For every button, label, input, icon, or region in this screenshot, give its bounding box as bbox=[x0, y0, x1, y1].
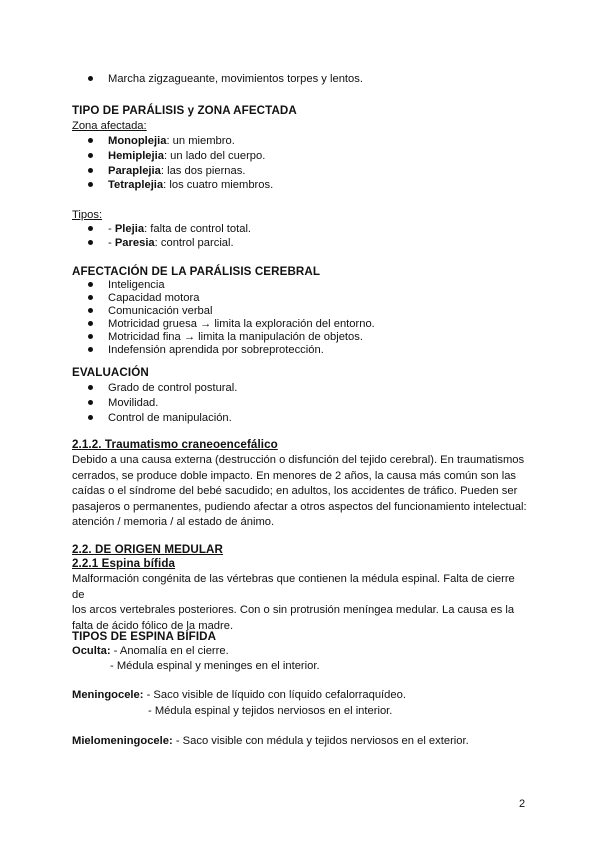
meningocele-line bbox=[72, 688, 406, 702]
bullet-icon bbox=[88, 321, 93, 326]
espina-paragraph bbox=[72, 572, 528, 634]
bullet-icon bbox=[88, 182, 93, 187]
list-item-text: Movilidad. bbox=[108, 397, 159, 409]
bullet-icon bbox=[88, 400, 93, 405]
tipos-label: Tipos: bbox=[72, 209, 103, 221]
prefix: - bbox=[108, 237, 115, 249]
section-heading-evaluacion: EVALUACIÓN bbox=[72, 366, 149, 379]
list-item-text: Motricidad gruesa → limita la exploración del entorno. bbox=[108, 318, 375, 330]
oculta-line bbox=[72, 644, 229, 658]
subheading-espina-bifida: 2.2.1 Espina bífida bbox=[72, 557, 176, 570]
desc: : control parcial. bbox=[154, 237, 234, 249]
paragraph-line: atención / memoria / al estado de ánimo. bbox=[72, 516, 275, 529]
mielomeningocele-line bbox=[72, 734, 469, 748]
term: Mielomeningocele: bbox=[72, 735, 173, 747]
bullet-icon bbox=[88, 282, 93, 287]
desc: - Saco visible de líquido con líquido cefalorraquídeo. bbox=[143, 689, 406, 701]
bullet-icon bbox=[88, 240, 93, 245]
meningocele-line-2: - Médula espinal y tejidos nerviosos en el interior. bbox=[148, 705, 393, 717]
bullet-icon bbox=[88, 308, 93, 313]
paragraph-line: cerrados, se produce doble impacto. En menores de 2 años, la causa más común son las bbox=[72, 469, 517, 482]
zona-label: Zona afectada: bbox=[72, 120, 147, 132]
section-heading-afectacion: AFECTACIÓN DE LA PARÁLISIS CEREBRAL bbox=[72, 265, 321, 278]
term: Paraplejia bbox=[108, 165, 161, 177]
bullet-icon bbox=[88, 415, 93, 420]
desc: : falta de control total. bbox=[144, 223, 252, 235]
paragraph-line: caídas o el síndrome del bebé sacudido; en adultos, los accidentes de tráfico. Pueden ser bbox=[72, 485, 518, 498]
bullet-icon bbox=[88, 153, 93, 158]
term: Hemiplejia bbox=[108, 150, 164, 162]
desc: : los cuatro miembros. bbox=[163, 179, 274, 191]
bullet-icon bbox=[88, 76, 93, 81]
desc: - Saco visible con médula y tejidos nerviosos en el exterior. bbox=[172, 735, 469, 747]
paragraph-line: Debido a una causa externa (destrucción o disfunción del tejido cerebral). En traumatismos bbox=[72, 454, 525, 466]
term: Monoplejia bbox=[108, 135, 167, 147]
bullet-icon bbox=[88, 168, 93, 173]
section-heading-traumatismo: 2.1.2. Traumatismo craneoencefálico bbox=[72, 438, 278, 451]
traumatismo-paragraph bbox=[72, 453, 528, 531]
list-item-text: Comunicación verbal bbox=[108, 305, 213, 317]
list-item-text: Marcha zigzagueante, movimientos torpes y lentos. bbox=[108, 73, 363, 85]
list-item-text: Capacidad motora bbox=[108, 292, 200, 304]
term: Paresia bbox=[114, 237, 155, 249]
list-item-text: Motricidad fina → limita la manipulación de objetos. bbox=[108, 331, 363, 343]
bullet-icon bbox=[88, 385, 93, 390]
desc: - Anomalía en el cierre. bbox=[110, 645, 229, 657]
section-heading-paralisis: TIPO DE PARÁLISIS y ZONA AFECTADA bbox=[72, 104, 297, 117]
term: Oculta: bbox=[72, 645, 111, 657]
term: Meningocele: bbox=[72, 689, 144, 701]
desc: : un miembro. bbox=[166, 135, 235, 147]
paragraph-line: Malformación congénita de las vértebras que contienen la médula espinal. Falta de cierre de bbox=[72, 573, 515, 601]
list-item-text: Control de manipulación. bbox=[108, 412, 232, 424]
term: Tetraplejia bbox=[108, 179, 164, 191]
section-heading-medular: 2.2. DE ORIGEN MEDULAR bbox=[72, 543, 224, 556]
bullet-icon bbox=[88, 347, 93, 352]
desc: : las dos piernas. bbox=[160, 165, 246, 177]
bullet-icon bbox=[88, 334, 93, 339]
paragraph-line: pasajeros o permanentes, pudiendo afectar a otros aspectos del funcionamiento intelectual: bbox=[72, 500, 527, 513]
bullet-icon bbox=[88, 226, 93, 231]
section-heading-tipos-espina: TIPOS DE ESPINA BÍFIDA bbox=[72, 630, 217, 643]
term: Plejia bbox=[114, 223, 145, 235]
paragraph-line: los arcos vertebrales posteriores. Con o sin protrusión meníngea medular. La causa es la bbox=[72, 604, 515, 617]
list-item-text: Indefensión aprendida por sobreprotección. bbox=[108, 344, 324, 356]
bullet-icon bbox=[88, 138, 93, 143]
prefix: - bbox=[108, 223, 115, 235]
list-item-text: Inteligencia bbox=[108, 279, 165, 291]
bullet-icon bbox=[88, 295, 93, 300]
oculta-line-2: - Médula espinal y meninges en el interior. bbox=[110, 660, 320, 672]
page-number: 2 bbox=[519, 798, 526, 810]
paragraph-line: falta de ácido fólico de la madre. bbox=[72, 619, 234, 632]
desc: : un lado del cuerpo. bbox=[163, 150, 266, 162]
list-item-text: Grado de control postural. bbox=[108, 382, 238, 394]
